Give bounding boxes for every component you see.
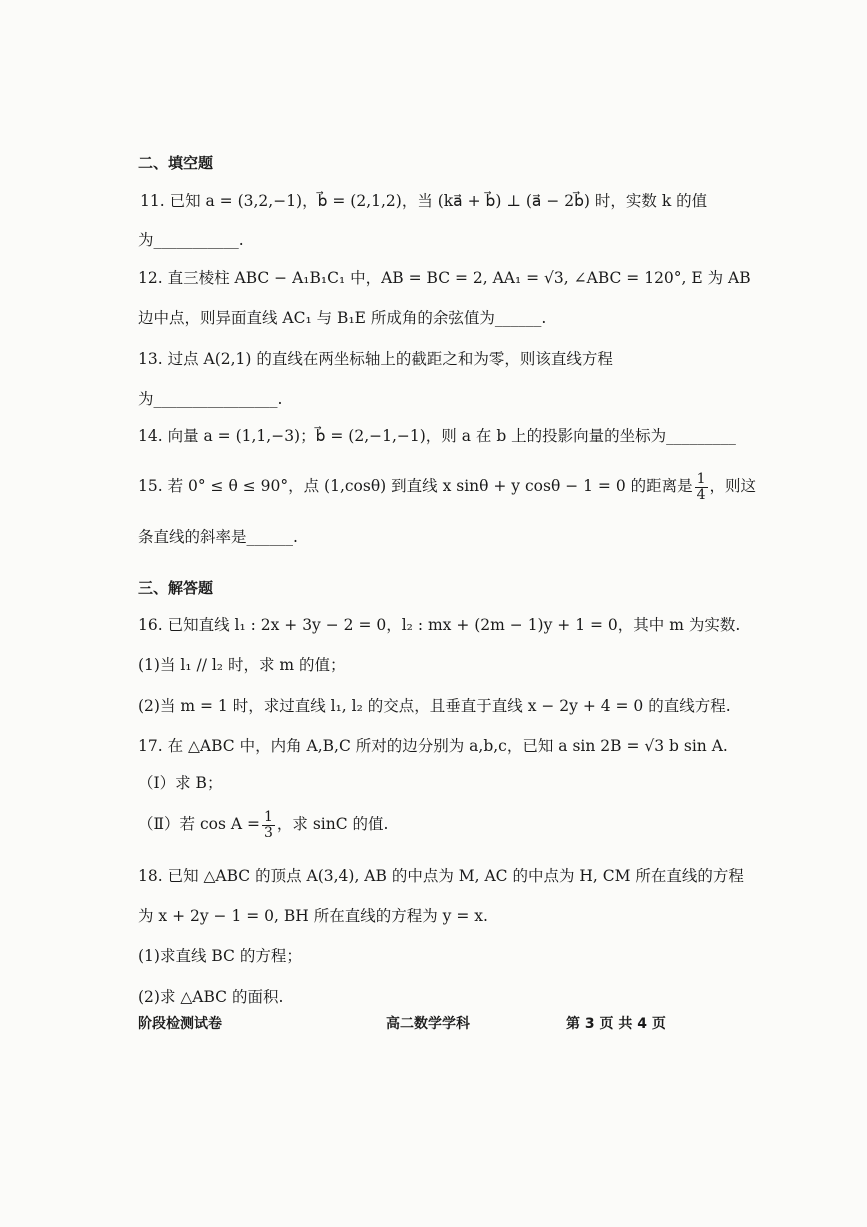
q16-part1: (1)当 l₁ // l₂ 时，求 m 的值； xyxy=(138,656,346,674)
q15-line1-post: ，则这 xyxy=(709,477,757,496)
q16-line1: 16. 已知直线 l₁ : 2x + 3y − 2 = 0，l₂ : mx + (2m − 1)y + 1 = 0，其中 m 为实数. xyxy=(138,616,741,634)
q11-line1: 11. 已知 a = (3,2,−1)，b⃗ = (2,1,2)，当 (ka⃗ + b⃗) ⊥ (a⃗ − 2b⃗) 时，实数 k 的值 xyxy=(140,192,708,210)
q15-line1 xyxy=(138,472,756,502)
q15-line1-pre: 15. 若 0° ≤ θ ≤ 90°，点 (1,cosθ) 到直线 x sinθ + y cosθ − 1 = 0 的距离是 xyxy=(138,477,693,496)
q13-line2: 为________________. xyxy=(138,390,283,408)
q12-line2: 边中点，则异面直线 AC₁ 与 B₁E 所成角的余弦值为______. xyxy=(138,309,547,327)
q17-fraction xyxy=(262,810,275,840)
q17-line1: 17. 在 △ABC 中，内角 A,B,C 所对的边分别为 a,b,c，已知 a sin 2B = √3 b sin A. xyxy=(138,737,728,755)
footer-page-number: 第 3 页 共 4 页 xyxy=(566,1016,666,1032)
q17-fraction-numerator: 1 xyxy=(263,809,273,825)
section-fill-blank-heading: 二、填空题 xyxy=(138,154,214,172)
q15-line2: 条直线的斜率是______. xyxy=(138,528,298,546)
q17-part1: （Ⅰ）求 B； xyxy=(138,774,223,792)
q17-fraction-denominator: 3 xyxy=(263,824,273,841)
q15-fraction-numerator: 1 xyxy=(696,471,706,487)
q11-line2: 为___________. xyxy=(138,231,244,249)
footer-center: 高二数学学科 xyxy=(386,1016,470,1032)
q15-fraction-denominator: 4 xyxy=(696,486,706,503)
q17-part2-post: ，求 sinC 的值. xyxy=(276,815,389,834)
q17-part2 xyxy=(138,810,388,840)
q18-line1: 18. 已知 △ABC 的顶点 A(3,4), AB 的中点为 M, AC 的中点为 H, CM 所在直线的方程 xyxy=(138,867,744,885)
q17-part2-pre: （Ⅱ）若 cos A = xyxy=(138,815,260,834)
q18-part1: (1)求直线 BC 的方程； xyxy=(138,947,302,965)
q15-fraction xyxy=(695,472,708,502)
q12-line1: 12. 直三棱柱 ABC − A₁B₁C₁ 中，AB = BC = 2, AA₁ = √3, ∠ABC = 120°, E 为 AB xyxy=(138,269,751,287)
q13-line1: 13. 过点 A(2,1) 的直线在两坐标轴上的截距之和为零，则该直线方程 xyxy=(138,350,613,368)
q14-line1: 14. 向量 a = (1,1,−3)；b⃗ = (2,−1,−1)，则 a 在 b 上的投影向量的坐标为_________ xyxy=(138,427,736,445)
q18-line2: 为 x + 2y − 1 = 0, BH 所在直线的方程为 y = x. xyxy=(138,907,488,925)
footer-left: 阶段检测试卷 xyxy=(138,1016,222,1032)
q18-part2: (2)求 △ABC 的面积. xyxy=(138,988,284,1006)
section-answer-heading: 三、解答题 xyxy=(138,579,214,597)
q16-part2: (2)当 m = 1 时，求过直线 l₁, l₂ 的交点，且垂直于直线 x − 2y + 4 = 0 的直线方程. xyxy=(138,697,731,715)
